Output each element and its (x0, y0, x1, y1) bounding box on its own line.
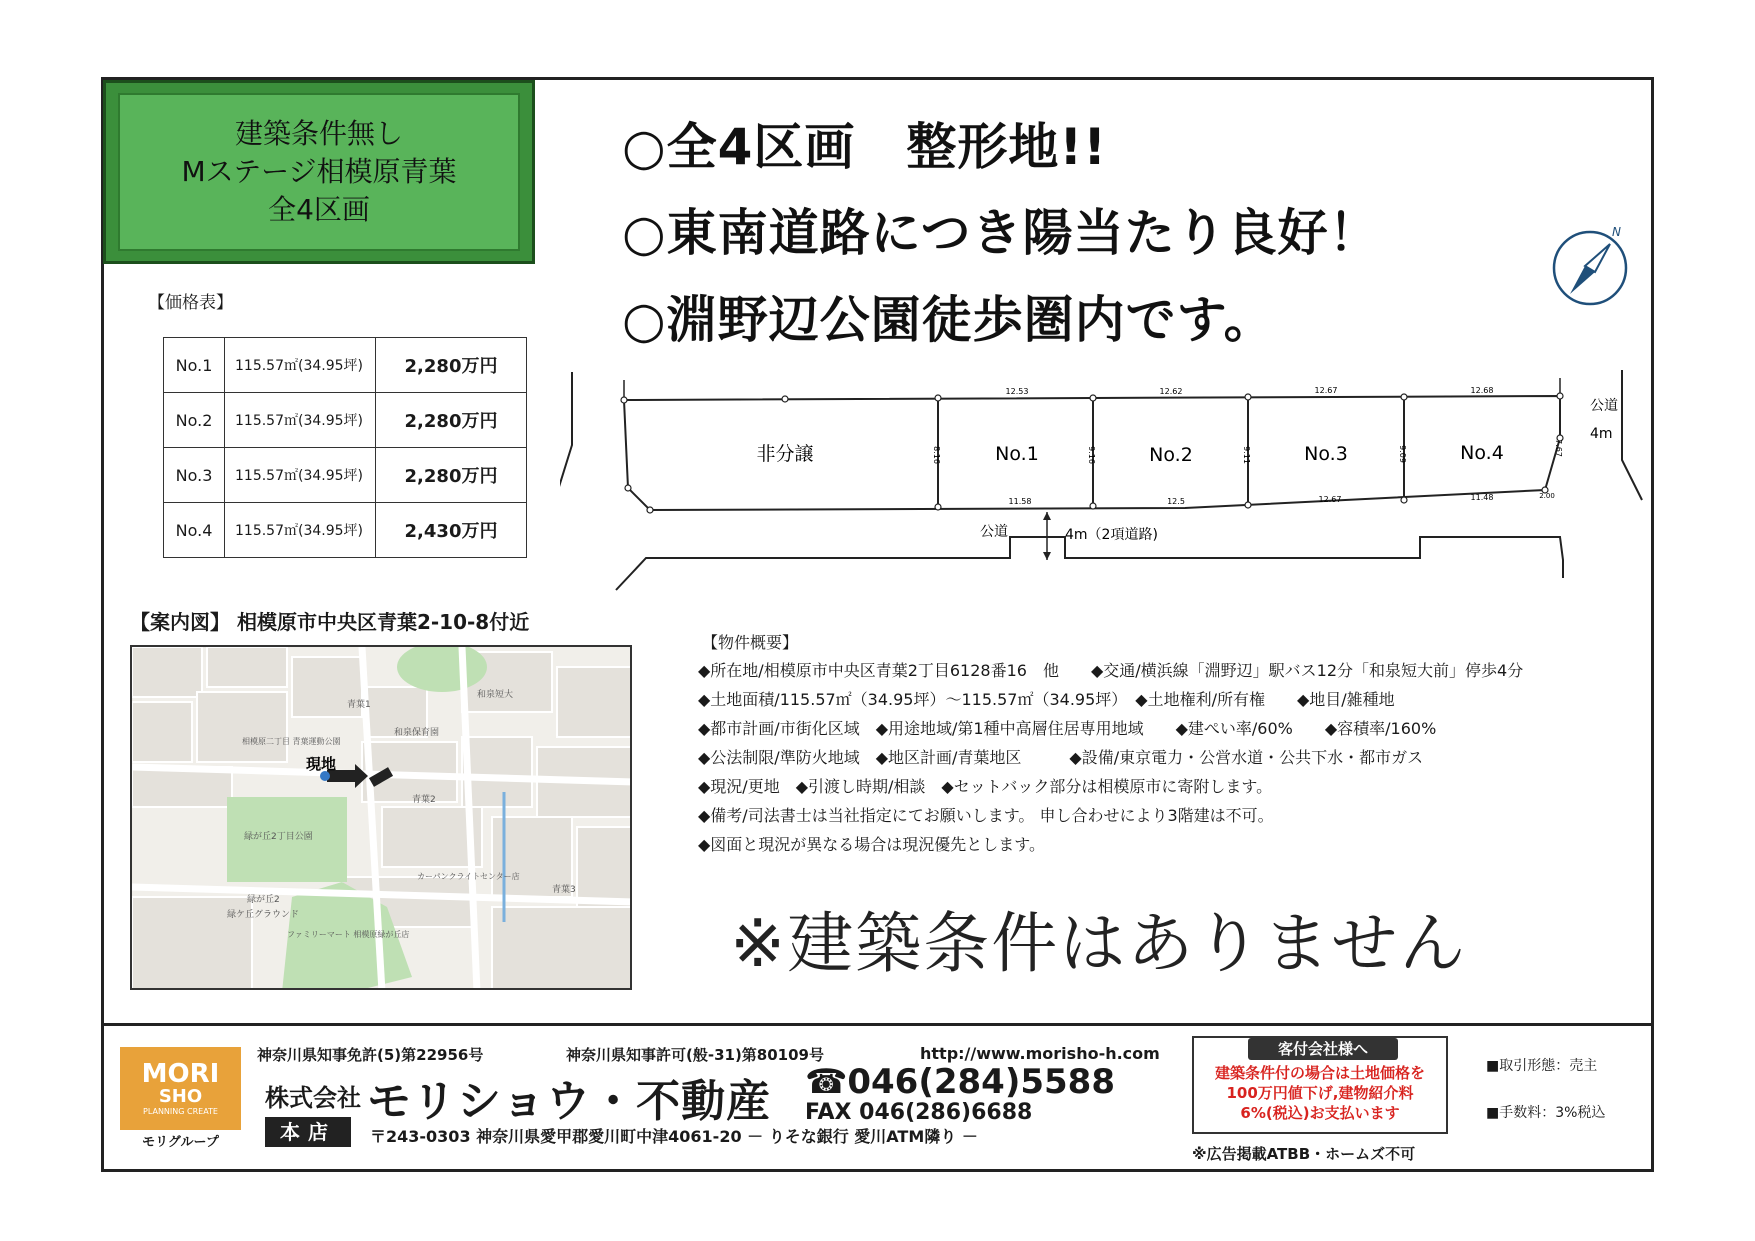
table-row (164, 338, 527, 393)
svg-text:青葉3: 青葉3 (552, 885, 576, 895)
svg-text:和泉保育園: 和泉保育園 (394, 728, 440, 738)
phone-number[interactable]: ☎046(284)5588 (805, 1062, 1116, 1102)
company-address: 〒243-0303 神奈川県愛甲郡愛川町中津4061-20 － りそな銀行 愛川ATM隣り － (370, 1127, 978, 1146)
svg-text:緑が丘2: 緑が丘2 (247, 895, 280, 905)
plot-plan (560, 360, 1660, 600)
deal-type: ■取引形態：売主 (1486, 1058, 1598, 1074)
price-table (163, 337, 527, 558)
dim-label: 9.16 (1087, 446, 1096, 464)
dim-label: 8.16 (932, 446, 941, 464)
company-logo: MORI SHO PLANNING CREATE (120, 1047, 241, 1130)
svg-text:N: N (1612, 225, 1621, 239)
dim-label: 11.48 (1470, 493, 1494, 502)
dim-label: 12.53 (1005, 387, 1029, 396)
svg-text:青葉1: 青葉1 (347, 700, 371, 710)
south-road-label: 公道 (980, 524, 1008, 540)
dim-label: 9.09 (1398, 445, 1407, 463)
non-sale-label: 非分譲 (756, 443, 814, 465)
svg-text:緑ケ丘グラウンド: 緑ケ丘グラウンド (227, 910, 300, 920)
site-label: 現地 (306, 755, 337, 773)
lot-label: No.4 (1460, 442, 1504, 464)
svg-text:相模原二丁目 青葉運動公園: 相模原二丁目 青葉運動公園 (242, 737, 341, 746)
dim-label: 12.67 (1318, 495, 1342, 504)
website-link[interactable]: http://www.morisho-h.com (920, 1044, 1160, 1063)
lot-number: No.3 (164, 448, 225, 503)
ad-note: ※広告掲載ATBB・ホームズ不可 (1192, 1145, 1416, 1163)
title-line-3: 全4区画 (268, 193, 370, 226)
dim-label: 12.62 (1159, 387, 1183, 396)
license-1: 神奈川県知事免許(5)第22956号 (257, 1046, 484, 1064)
spec-title: 【物件概要】 (702, 633, 799, 652)
agent-notice-head: 客付会社様へ (1248, 1038, 1398, 1060)
south-road-width: 4m（2項道路) (1065, 527, 1158, 543)
lot-price: 2,280万円 (376, 393, 527, 448)
title-box (118, 93, 520, 251)
license-2: 神奈川県知事許可(般-31)第80109号 (566, 1046, 824, 1064)
dim-label: 12.5 (1167, 497, 1185, 506)
svg-text:青葉2: 青葉2 (412, 795, 436, 805)
lot-number: No.1 (164, 338, 225, 393)
lot-area: 115.57㎡(34.95坪) (225, 448, 376, 503)
lot-number: No.4 (164, 503, 225, 558)
no-condition-notice: ※建築条件はありません (730, 905, 1468, 982)
svg-text:カーパンクライトセンター店: カーパンクライトセンター店 (417, 872, 520, 881)
lot-price: 2,430万円 (376, 503, 527, 558)
group-name: モリグループ (142, 1135, 219, 1150)
spec-line: ◆備考/司法書士は当社指定にてお願いします。 申し合わせにより3階建は不可。 (698, 806, 1274, 825)
spec-line: ◆現況/更地 ◆引渡し時期/相談 ◆セットバック部分は相模原市に寄附します。 (698, 777, 1273, 796)
agent-notice-body: 建築条件付の場合は土地価格を 100万円値下げ,建物紹介料 6%(税込)お支払います (1214, 1064, 1425, 1122)
east-road-label: 公道 (1590, 398, 1618, 414)
spec-line: ◆所在地/相模原市中央区青葉2丁目6128番16 他 ◆交通/横浜線「淵野辺」駅バス12分「和泉短大前」停歩4分 (698, 661, 1524, 680)
dim-label: 2.00 (1539, 492, 1555, 500)
footer-divider (101, 1023, 1654, 1026)
east-road-width: 4m (1590, 426, 1613, 442)
map-title: 【案内図】 相模原市中央区青葉2-10-8付近 (130, 610, 530, 634)
lot-label: No.1 (995, 443, 1039, 465)
headline-1: ○全4区画 整形地!! (622, 118, 1108, 176)
price-table-title: 【価格表】 (148, 293, 233, 313)
title-line-1: 建築条件無し (234, 117, 403, 150)
company-name: モリショウ・不動産 (367, 1076, 772, 1127)
fax-number: FAX 046(286)6688 (805, 1100, 1033, 1125)
spec-line: ◆図面と現況が異なる場合は現況優先とします。 (698, 835, 1046, 854)
headline-3: ○淵野辺公園徒歩圏内です。 (622, 291, 1275, 349)
table-row (164, 448, 527, 503)
headline-2: ○東南道路につき陽当たり良好！ (622, 204, 1380, 262)
compass-icon (1548, 222, 1634, 308)
table-row (164, 503, 527, 558)
location-map[interactable] (130, 645, 632, 990)
dim-label: 7.67 (1554, 439, 1563, 457)
dim-label: 9.11 (1242, 446, 1251, 464)
svg-text:和泉短大: 和泉短大 (477, 690, 514, 700)
spec-line: ◆土地面積/115.57㎡（34.95坪）～115.57㎡（34.95坪） ◆土地権利/所有権 ◆地目/雑種地 (698, 690, 1395, 709)
dim-label: 12.67 (1314, 386, 1338, 395)
fee-info: ■手数料：3%税込 (1486, 1105, 1606, 1121)
lot-price: 2,280万円 (376, 448, 527, 503)
title-line-2: Mステージ相模原青葉 (181, 155, 457, 188)
lot-area: 115.57㎡(34.95坪) (225, 393, 376, 448)
dim-label: 11.58 (1008, 497, 1032, 506)
lot-number: No.2 (164, 393, 225, 448)
lot-area: 115.57㎡(34.95坪) (225, 338, 376, 393)
svg-text:緑が丘2丁目公園: 緑が丘2丁目公園 (244, 832, 313, 842)
dim-label: 12.68 (1470, 386, 1494, 395)
lot-label: No.2 (1149, 444, 1193, 466)
corp-prefix: 株式会社 (265, 1084, 361, 1112)
spec-line: ◆公法制限/準防火地域 ◆地区計画/青葉地区 ◆設備/東京電力・公営水道・公共下水・都市ガス (698, 748, 1424, 767)
lot-price: 2,280万円 (376, 338, 527, 393)
lot-label: No.3 (1304, 443, 1348, 465)
spec-line: ◆都市計画/市街化区域 ◆用途地域/第1種中高層住居専用地域 ◆建ぺい率/60% ◆容積率/160% (698, 719, 1437, 738)
branch-badge: 本店 (265, 1117, 351, 1147)
table-row (164, 393, 527, 448)
lot-area: 115.57㎡(34.95坪) (225, 503, 376, 558)
svg-text:ファミリーマート 相模原緑が丘店: ファミリーマート 相模原緑が丘店 (287, 930, 410, 939)
